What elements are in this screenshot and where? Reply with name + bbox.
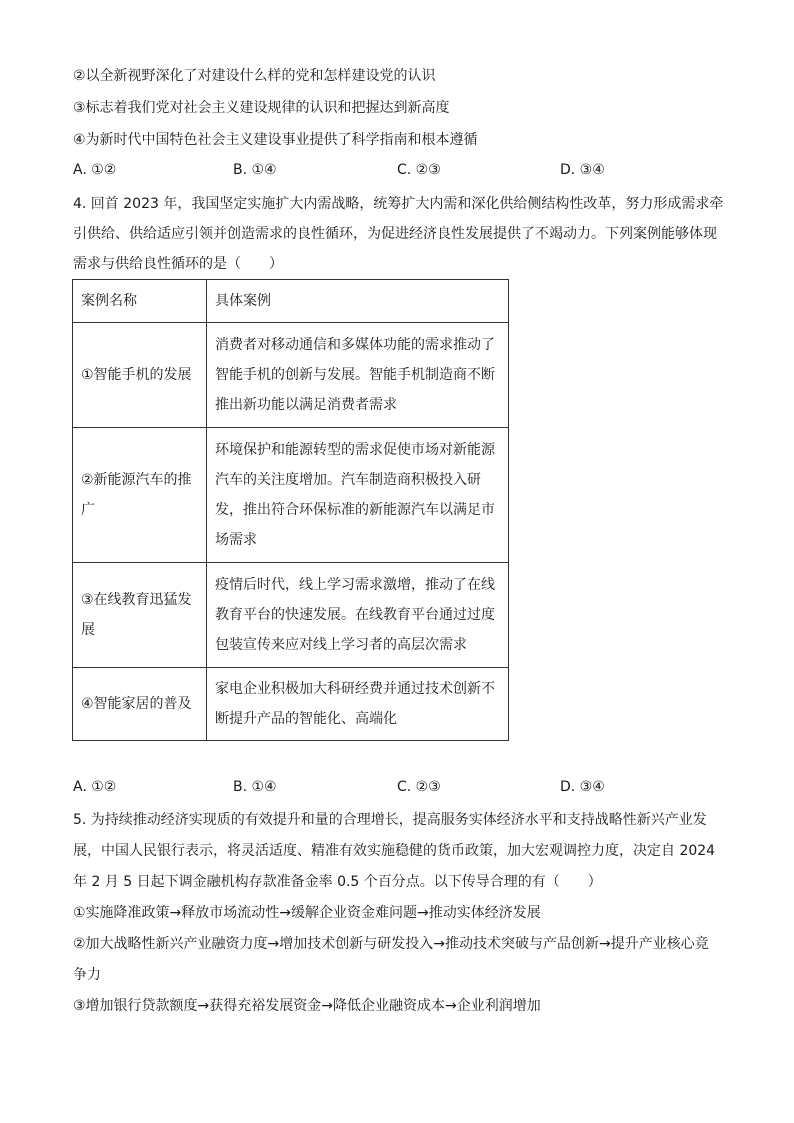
q4-stem-line-2: 引供给、供给适应引领并创造需求的良性循环，为促进经济良性发展提供了不竭动力。下列案例能够体现: [73, 226, 717, 242]
q3-option-a[interactable]: A. ①②: [73, 162, 117, 178]
q3-item-3: ③标志着我们党对社会主义建设规律的认识和把握达到新高度: [73, 100, 450, 116]
q4-option-d[interactable]: D. ③④: [560, 779, 605, 795]
q4-stem-line-1: 4. 回首 2023 年，我国坚定实施扩大内需战略，统筹扩大内需和深化供给侧结构性改革，努力形成需求牵: [73, 196, 724, 212]
q5-stem-line-2: 展，中国人民银行表示，将灵活适度、精准有效实施稳健的货币政策，加大宏观调控力度，决定自 2024: [73, 843, 716, 859]
case-detail-cell: 家电企业积极加大科研经费并通过技术创新不 断提升产品的智能化、高端化: [207, 668, 509, 741]
case-detail-cell: 环境保护和能源转型的需求促使市场对新能源 汽车的关注度增加。汽车制造商积极投入研 发，推出符合环保标准的新能源汽车以满足市 场需求: [207, 428, 509, 563]
q3-option-c[interactable]: C. ②③: [397, 162, 441, 178]
table-row: [73, 428, 509, 563]
case-detail-cell: 疫情后时代，线上学习需求激增，推动了在线 教育平台的快速发展。在线教育平台通过过度 包装宣传来应对线上学习者的高层次需求: [207, 563, 509, 668]
table-row: [73, 668, 509, 741]
q5-item-3: ③增加银行贷款额度→获得充裕发展资金→降低企业融资成本→企业利润增加: [73, 998, 541, 1014]
q3-item-2: ②以全新视野深化了对建设什么样的党和怎样建设党的认识: [73, 68, 436, 84]
q3-option-b[interactable]: B. ①④: [233, 162, 277, 178]
q5-item-2-continued: 争力: [73, 967, 101, 983]
case-name-cell: ④智能家居的普及: [73, 668, 207, 741]
q4-option-c[interactable]: C. ②③: [397, 779, 441, 795]
case-name-cell: ③在线教育迅猛发 展: [73, 563, 207, 668]
q3-item-4: ④为新时代中国特色社会主义建设事业提供了科学指南和根本遵循: [73, 132, 478, 148]
case-name-cell: ②新能源汽车的推 广: [73, 428, 207, 563]
q5-stem-line-1: 5. 为持续推动经济实现质的有效提升和量的合理增长，提高服务实体经济水平和支持战略性新兴产业发: [73, 812, 707, 828]
case-name-cell: ①智能手机的发展: [73, 323, 207, 428]
q4-stem-line-3: 需求与供给良性循环的是（ ）: [73, 256, 283, 272]
q3-option-d[interactable]: D. ③④: [560, 162, 605, 178]
q5-item-2: ②加大战略性新兴产业融资力度→增加技术创新与研发投入→推动技术突破与产品创新→提升产业核心竞: [73, 936, 709, 952]
q4-case-table: [72, 279, 509, 741]
q4-option-a[interactable]: A. ①②: [73, 779, 117, 795]
q3-options: [73, 160, 733, 180]
table-header-row: [73, 280, 509, 323]
case-detail-cell: 消费者对移动通信和多媒体功能的需求推动了 智能手机的创新与发展。智能手机制造商不断 推出新功能以满足消费者需求: [207, 323, 509, 428]
q4-options: [73, 777, 733, 797]
table-row: [73, 563, 509, 668]
table-header-case-detail: 具体案例: [207, 280, 509, 323]
table-row: [73, 323, 509, 428]
q5-item-1: ①实施降准政策→释放市场流动性→缓解企业资金难问题→推动实体经济发展: [73, 905, 541, 921]
q5-stem-line-3: 年 2 月 5 日起下调金融机构存款准备金率 0.5 个百分点。以下传导合理的有（ ）: [73, 874, 602, 890]
q4-option-b[interactable]: B. ①④: [233, 779, 277, 795]
table-header-case-name: 案例名称: [73, 280, 207, 323]
